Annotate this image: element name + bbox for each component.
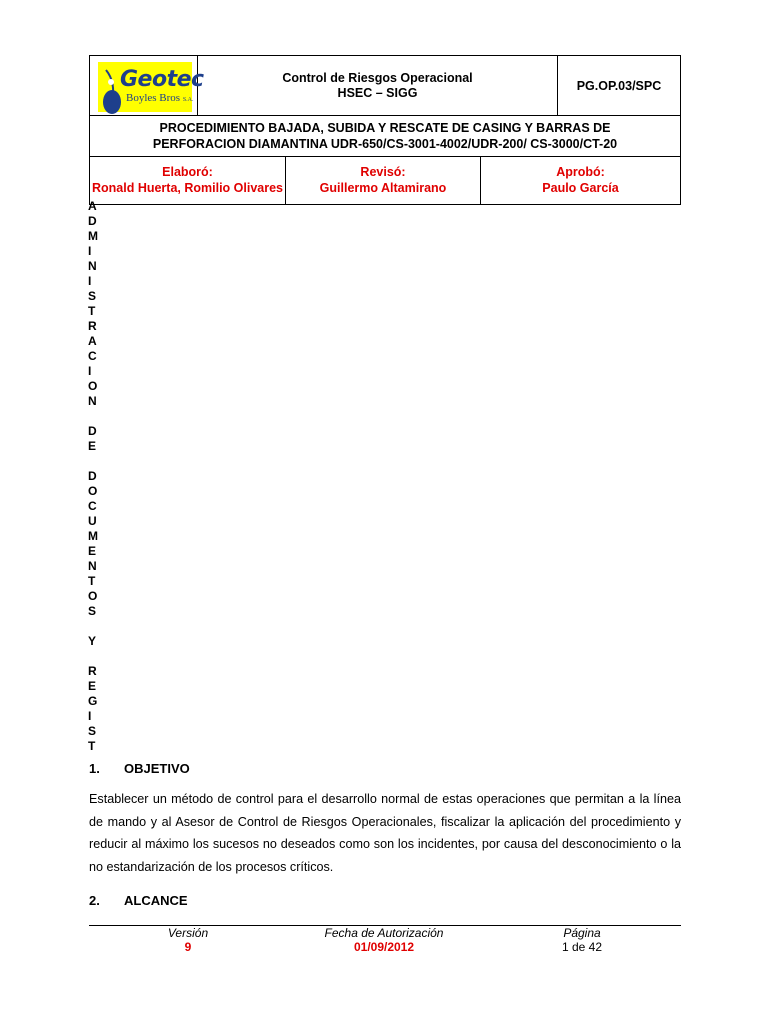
vertical-letter: I (88, 364, 92, 378)
vertical-letter: D (88, 424, 97, 438)
vertical-letter: T (88, 304, 96, 318)
vertical-letter: E (88, 544, 97, 558)
section-1-text: Establecer un método de control para el desarrollo normal de estas operaciones que permitan a la línea de mando y al Asesor de Control de Riesgos Operacionales, fiscalizar la aplicación del procedimiento y reducir al máximo los sucesos no deseados como son los incidentes, por causa del desconocimiento o la no estandarización de los procesos críticos. (89, 792, 681, 874)
document-header-table (89, 55, 681, 205)
aprobo-label: Aprobó: (556, 165, 605, 179)
section-1-number: 1. (89, 761, 100, 776)
elaboro-names: Ronald Huerta, Romilio Olivares (91, 181, 283, 195)
elaboro-cell (90, 157, 285, 203)
control-title-line1: Control de Riesgos Operacional (282, 70, 473, 85)
company-logo (98, 62, 204, 112)
vertical-letter: I (88, 709, 92, 723)
vertical-letter: N (88, 259, 97, 273)
control-title (198, 56, 557, 115)
procedure-title (90, 116, 680, 156)
aprobo-cell (481, 157, 680, 203)
date-label: Fecha de Autorización (324, 926, 444, 940)
vertical-letter: T (88, 574, 96, 588)
vertical-letter: M (88, 229, 98, 243)
reviso-names: Guillermo Altamirano (319, 181, 447, 195)
vertical-letter: E (88, 679, 97, 693)
vertical-letter: S (88, 604, 97, 618)
vertical-letter: D (88, 214, 97, 228)
vertical-letter: G (88, 694, 98, 708)
aprobo-names: Paulo García (542, 181, 619, 195)
page-label: Página (563, 926, 601, 940)
vertical-letter: C (88, 349, 97, 363)
logo-subtext-suffix: S.A. (182, 97, 194, 103)
section-2-title: ALCANCE (124, 893, 188, 908)
vertical-letter: O (88, 379, 98, 393)
page-value: 1 de 42 (561, 940, 603, 954)
vertical-letter: I (88, 274, 92, 288)
vertical-letter: O (88, 589, 98, 603)
section-2-number: 2. (89, 893, 100, 908)
document-code: PG.OP.03/SPC (576, 78, 662, 93)
vertical-letter: S (88, 724, 97, 738)
logo-subtext-main: Boyles Bros (126, 92, 181, 104)
footer-page (522, 926, 642, 954)
reviso-label: Revisó: (360, 165, 406, 179)
date-value: 01/09/2012 (353, 940, 415, 954)
vertical-letter (88, 619, 104, 634)
logo-subtext (126, 92, 194, 104)
elaboro-label: Elaboró: (162, 165, 213, 179)
footer-date (304, 926, 464, 954)
vertical-letter: Y (88, 634, 97, 648)
vertical-letter: E (88, 439, 97, 453)
logo-wordmark: Geotec (120, 67, 204, 92)
control-title-line2: HSEC – SIGG (337, 85, 418, 100)
procedure-title-line2: PERFORACION DIAMANTINA UDR-650/CS-3001-4002/UDR-200/ CS-3000/CT-20 (152, 137, 618, 151)
vertical-letter (88, 454, 104, 469)
procedure-title-line1: PROCEDIMIENTO BAJADA, SUBIDA Y RESCATE DE CASING Y BARRAS DE (159, 121, 611, 135)
vertical-letter: O (88, 484, 98, 498)
vertical-letter (88, 409, 104, 424)
vertical-letter: D (88, 469, 97, 483)
vertical-letter: T (88, 739, 96, 753)
vertical-letter: M (88, 529, 98, 543)
vertical-letter: S (88, 289, 97, 303)
vertical-letter: R (88, 319, 97, 333)
version-value: 9 (184, 940, 192, 954)
version-label: Versión (167, 926, 209, 940)
reviso-cell (286, 157, 480, 203)
vertical-letter: A (88, 334, 97, 348)
vertical-watermark-text (88, 199, 104, 754)
vertical-letter: U (88, 514, 97, 528)
vertical-letter: A (88, 199, 97, 213)
vertical-letter (88, 649, 104, 664)
vertical-letter: N (88, 559, 97, 573)
footer-version (128, 926, 248, 954)
vertical-letter: R (88, 664, 97, 678)
vertical-letter: I (88, 244, 92, 258)
vertical-letter: N (88, 394, 97, 408)
section-1-title: OBJETIVO (124, 761, 190, 776)
vertical-letter: C (88, 499, 97, 513)
